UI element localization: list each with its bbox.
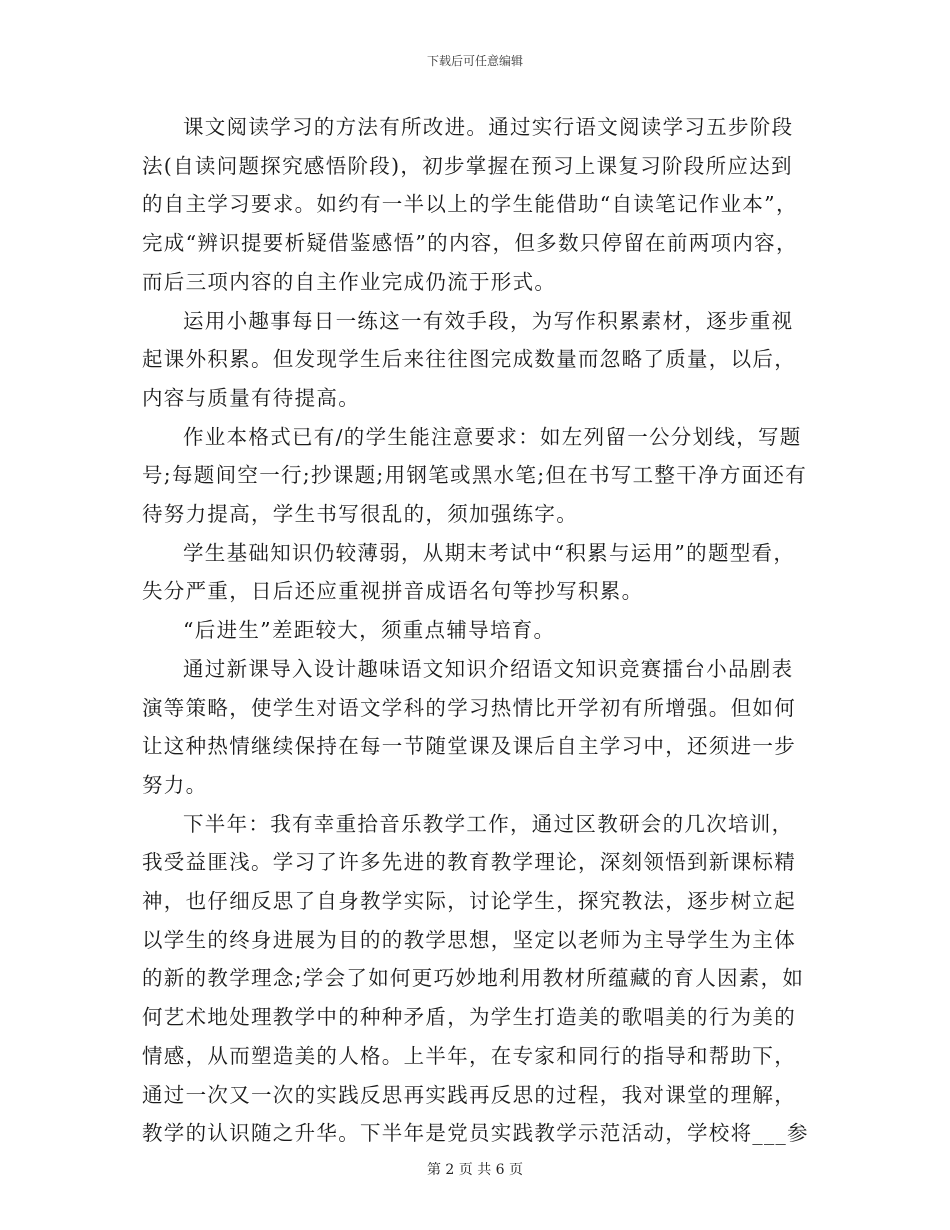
document-body bbox=[142, 108, 810, 1153]
paragraph-reading-method: 课文阅读学习的方法有所改进。通过实行语文阅读学习五步阶段法(自读问题探究感悟阶段)，初步掌握在预习上课复习阶段所应达到的自主学习要求。如约有一半以上的学生能借助“自读笔记作业本”，完成“辨识提要析疑借鉴感悟”的内容，但多数只停留在前两项内容，而后三项内容的自主作业完成仍流于形式。 bbox=[142, 115, 798, 294]
paragraph-homework-format: 作业本格式已有/的学生能注意要求：如左列留一公分划线，写题号;每题间空一行;抄课题;用钢笔或黑水笔;但在书写工整干净方面还有待努力提高，学生书写很乱的，须加强练字。 bbox=[142, 424, 808, 527]
paragraph-daily-writing: 运用小趣事每日一练这一有效手段，为写作积累素材，逐步重视起课外积累。但发现学生后来往往图完成数量而忽略了质量，以后，内容与质量有待提高。 bbox=[142, 308, 796, 410]
paragraph-basic-knowledge: 学生基础知识仍较薄弱，从期末考试中“积累与运用”的题型看，失分严重，日后还应重视拼音成语名句等抄写积累。 bbox=[142, 540, 796, 604]
page-number-footer: 第 2 页 共 6 页 bbox=[426, 1162, 524, 1178]
paragraph-second-half-year: 下半年：我有幸重拾音乐教学工作，通过区教研会的几次培训，我受益匪浅。学习了许多先进的教育教学理论，深刻领悟到新课标精神，也仔细反思了自身教学实际，讨论学生，探究教法，逐步树立起以学生的终身进展为目的的教学思想，坚定以老师为主导学生为主体的新的教学理念;学会了如何更巧妙地利用教材所蕴藏的育人因素，如何艺术地处理教学中的种种矛盾，为学生打造美的歌唱美的行为美的情感，从而塑造美的人格。上半年，在专家和同行的指导和帮助下，通过一次又一次的实践反思再实践再反思的过程，我对课堂的理解，教学的认识随之升华。下半年是党员实践教学示范活动，学校将___参 bbox=[142, 811, 809, 1146]
page-header: 下载后可任意编辑 bbox=[426, 54, 523, 68]
paragraph-struggling-students: “后进生”差距较大，须重点辅导培育。 bbox=[183, 618, 556, 643]
paragraph-learning-enthusiasm: 通过新课导入设计趣味语文知识介绍语文知识竞赛擂台小品剧表演等策略，使学生对语文学科的学习热情比开学初有所增强。但如何让这种热情继续保持在每一节随堂课及课后自主学习中，还须进一步努力。 bbox=[142, 656, 796, 797]
